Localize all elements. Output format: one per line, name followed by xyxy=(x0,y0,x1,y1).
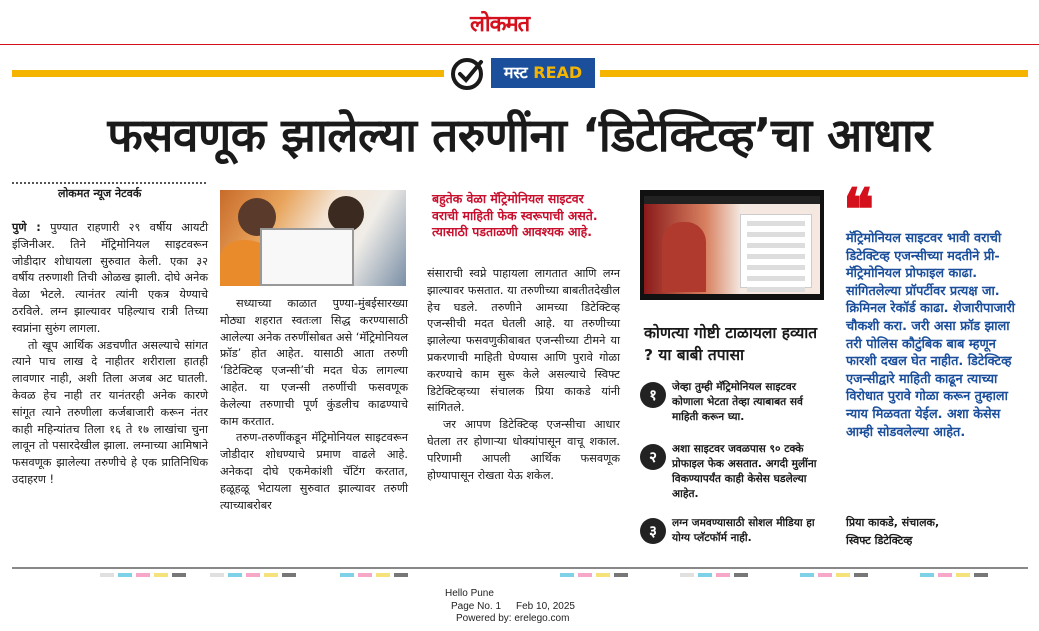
footer-page: Page No. 1 xyxy=(451,601,502,612)
paragraph-text: पुण्यात राहणारी २९ वर्षीय आयटी इंजिनीअर. तिने मॅट्रिमोनियल साइटवरून जोडीदार शोधायला सुरुवात केली. एका ३२ वर्षीय तरुणाशी तिची ओळख झाली. दोघे अनेक वेळा भेटले. त्यानंतर त्यांनी एकत्र येण्याचे ठरविले. लग्न झाल्यावर पहिल्याच रात्री तिच्या स्वप्नांना सुरुंग लागला. xyxy=(12,221,208,335)
screenshot-image xyxy=(644,196,820,294)
badge-prefix: मस्ट xyxy=(503,63,528,82)
author-org: स्विफ्ट डिटेक्टिव्ह xyxy=(846,534,913,547)
tip-number: ३ xyxy=(640,518,666,544)
masthead-divider xyxy=(0,44,1039,45)
tip-number: १ xyxy=(640,382,666,408)
badge-label: READ xyxy=(533,63,583,82)
laptop-shape xyxy=(260,228,354,286)
byline: लोकमत न्यूज नेटवर्क xyxy=(58,187,142,200)
column-2 xyxy=(220,296,408,514)
paragraph: सध्याच्या काळात पुण्या-मुंबईसारख्या मोठ्या शहरात स्वतःला सिद्ध करण्यासाठी आलेल्या अनेक तरुणींसोबत असे ‘मॅट्रिमोनियल फ्रॉड’ होत आहेत. यासाठी आता तरुणी ‘डिटेक्टिव्ह एजन्सी’ची मदत घेऊ लागल्या आहेत. या एजन्सी तरुणींची फसवणूक केलेल्या तरुणाची पूर्ण कुंडलीच काढण्याचे काम करतात. xyxy=(220,297,408,428)
registration-marks xyxy=(100,573,440,577)
tips-title: कोणत्या गोष्टी टाळायला हव्यात ? या बाबी तपासा xyxy=(644,324,818,364)
quote-mark-icon: ❝ xyxy=(843,176,875,244)
dateline: पुणे : xyxy=(12,221,41,234)
lokmat-logo: लोकमत xyxy=(470,11,530,37)
tip-text: लग्न जमवण्यासाठी सोशल मीडिया हा योग्य प्लॅटफॉर्म नाही. xyxy=(672,517,815,544)
page-bottom-rule xyxy=(12,567,1028,569)
column-3 xyxy=(427,266,620,484)
footer-edition: Hello Pune xyxy=(445,588,494,599)
quote-author xyxy=(846,514,1026,550)
must-read-badge xyxy=(491,58,595,88)
article-photo xyxy=(220,190,406,286)
screenshot-topbar xyxy=(644,196,820,204)
checkmark-icon xyxy=(449,56,485,92)
paragraph: तो खूप आर्थिक अडचणीत असल्याचे सांगत त्याने पाच लाख दे नाहीतर शरीराला हातही लावणार नाही, अशी तिला अजब अट घातली. केवळ हेच नाही तर यानंतरही अनेक कारणे सांगूत त्याने तरुणीला कर्जबाजारी करून नंतर काही महिन्यांतच तिला १६ ते १७ लाखांचा चुना लावून तो पसारदेखील झाला. लग्नाच्या आमिषाने फसवणूक झालेल्या तरुणीचे हे एक प्रातिनिधिक उदाहरण ! xyxy=(12,338,208,486)
website-screenshot xyxy=(640,190,824,300)
signup-form-shape xyxy=(740,214,812,288)
callout-quote: बहुतेक वेळा मॅट्रिमोनियल साइटवर वराची माहिती फेक स्वरूपाची असते. त्यासाठी पडताळणी आवश्यक आहे. xyxy=(432,191,598,239)
section-bar-right xyxy=(600,70,1028,77)
article-headline: फसवणूक झालेल्या तरुणींना ‘डिटेक्टिव्ह’चा आधार xyxy=(107,108,932,162)
paragraph: तरुण-तरुणींकडून मॅट्रिमोनियल साइटवरून जोडीदार शोधण्याचे प्रमाण वाढले आहे. अनेकदा दोघे एकमेकांशी चॅटिंग करतात, हळूहळू भेटायला सुरुवात झाल्यावर तरुणी त्याच्याबरोबर xyxy=(220,431,408,512)
section-bar-left xyxy=(12,70,444,77)
author-name: प्रिया काकडे, संचालक, xyxy=(846,516,940,529)
paragraph xyxy=(12,220,208,338)
footer-date: Feb 10, 2025 xyxy=(516,601,575,612)
paragraph: संसाराची स्वप्ने पाहायला लागतात आणि लग्न झाल्यावर फसतात. या तरुणीच्या बाबतीतदेखील हेच घडले. तरुणीने आमच्या डिटेक्टिव्ह एजन्सीची मदत घेतली आहे. या तरुणीच्या झालेल्या फसवणुकीबाबत एजन्सीच्या टीमने या प्रकरणाची माहिती घेण्यास आणि पुरावे गोळा करण्याचे काम सुरू केले असल्याचे स्विफ्ट डिटेक्टिव्हच्या संचालक प्रिया काकडे यांनी सांगितले. xyxy=(427,267,620,415)
expert-quote: मॅट्रिमोनियल साइटवर भावी वराची डिटेक्टिव्ह एजन्सीच्या मदतीने प्री-मॅट्रिमोनियल प्रोफाइल काढा. सांगितलेल्या प्रॉपर्टीवर प्रत्यक्ष जा. क्रिमिनल रेकॉर्ड काढा. शेजारीपाजारी चौकशी करा. जरी असा फ्रॉड झाला तरी पोलिस कौटुंबिक बाब म्हणून फारशी दखल घेत नाहीत. डिटेक्टिव्ह एजन्सीद्वारे माहिती काढून त्याच्या विरोधात पुरावे गोळा करून तुम्हाला न्याय मिळवता येईल. अशा केसेस आम्ही सोडवलेल्या आहेत. xyxy=(846,231,1015,440)
tip-text: अशा साइटवर जवळपास ९० टक्के प्रोफाइल फेक असतात. अगदी मुलींना विकण्यापर्यंत काही केसेस घडलेल्या आहेत. xyxy=(672,443,817,500)
column-1 xyxy=(12,220,208,489)
paragraph: जर आपण डिटेक्टिव्ह एजन्सीचा आधार घेतला तर होणाऱ्या धोक्यांपासून वाचू शकाल. परिणामी आपली आर्थिक फसवणूक होण्यापासून रोखता येऊ शकेल. xyxy=(427,418,620,482)
tip-number: २ xyxy=(640,444,666,470)
registration-marks xyxy=(560,573,1000,577)
masthead xyxy=(0,0,1039,44)
tip-text: जेव्हा तुम्ही मॅट्रिमोनियल साइटवर कोणाला भेटता तेव्हा त्याबाबत सर्व माहिती करून घ्या. xyxy=(672,381,803,423)
byline-rule xyxy=(12,182,206,184)
footer-powered[interactable]: Powered by: erelego.com xyxy=(456,613,570,624)
person-silhouette xyxy=(328,196,364,232)
couple-silhouette xyxy=(662,222,706,292)
